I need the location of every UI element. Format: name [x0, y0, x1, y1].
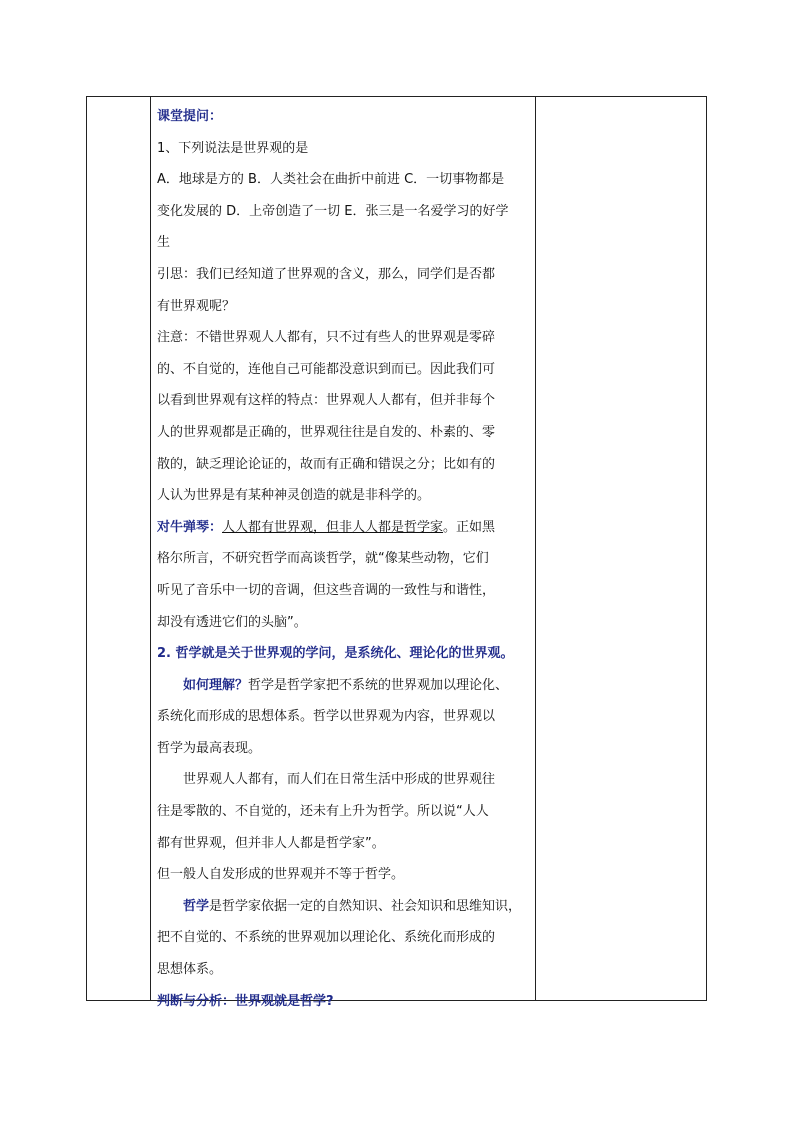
text-line: 系统化而形成的思想体系。哲学以世界观为内容，世界观以 — [157, 709, 496, 725]
heading-judge-analyze: 判断与分析：世界观就是哲学? — [157, 993, 334, 1009]
label-how-to-understand: 如何理解？ — [183, 677, 249, 693]
text-line: 散的，缺乏理论论证的，故而有正确和错误之分；比如有的 — [157, 456, 496, 472]
text-line: 但一般人自发形成的世界观并不等于哲学。 — [157, 867, 405, 883]
text-line: 却没有透进它们的头脑”。 — [157, 614, 307, 630]
text-line: 引思：我们已经知道了世界观的含义，那么，同学们是否都 — [157, 266, 496, 282]
lesson-table — [86, 96, 707, 1009]
text-line — [157, 891, 530, 923]
label-playing-lute: 对牛弹琴： — [157, 519, 223, 535]
text-line: 的、不自觉的，连他自己可能都没意识到而已。因此我们可 — [157, 361, 496, 377]
text-line: 1、下列说法是世界观的是 — [157, 140, 309, 156]
text-line: 都有世界观，但并非人人都是哲学家”。 — [157, 835, 385, 851]
text-run: 是哲学家依据一定的自然知识、社会知识和思维知识， — [209, 898, 522, 914]
text-line — [157, 512, 530, 544]
text-line: 世界观人人都有，而人们在日常生活中形成的世界观往 — [183, 772, 496, 788]
text-line: 哲学为最高表现。 — [157, 740, 262, 756]
label-philosophy: 哲学 — [183, 898, 210, 914]
text-run: 。正如黑 — [443, 519, 496, 535]
text-run: 哲学是哲学家把不系统的世界观加以理论化、 — [248, 677, 509, 693]
text-line: 把不自觉的、不系统的世界观加以理论化、系统化而形成的 — [157, 930, 496, 946]
text-line: 格尔所言，不研究哲学而高谈哲学，就“像某些动物，它们 — [157, 551, 489, 567]
text-line: 有世界观呢？ — [157, 298, 236, 314]
content-cell — [151, 97, 536, 1017]
text-line: 人的世界观都是正确的，世界观往往是自发的、朴素的、零 — [157, 424, 496, 440]
text-line — [157, 670, 530, 702]
heading-philosophy-definition: 2. 哲学就是关于世界观的学问，是系统化、理论化的世界观。 — [157, 646, 514, 662]
text-line: 思想体系。 — [157, 962, 223, 978]
text-line: A．地球是方的 B．人类社会在曲折中前进 C．一切事物都是 — [157, 172, 505, 188]
text-line: 变化发展的 D．上帝创造了一切 E．张三是一名爱学习的好学 — [157, 203, 509, 219]
text-line: 注意：不错世界观人人都有，只不过有些人的世界观是零碎 — [157, 330, 496, 346]
text-line: 生 — [157, 235, 171, 251]
underlined-text: 人人都有世界观，但非人人都是哲学家 — [222, 519, 444, 535]
text-line: 听见了音乐中一切的音调，但这些音调的一致性与和谐性， — [157, 582, 496, 598]
heading-class-questions: 课堂提问： — [157, 109, 223, 124]
text-line: 往是零散的、不自觉的，还未有上升为哲学。所以说“人人 — [157, 804, 489, 820]
text-line: 人认为世界是有某种神灵创造的就是非科学的。 — [157, 488, 431, 504]
text-line: 以看到世界观有这样的特点：世界观人人都有，但并非每个 — [157, 393, 496, 409]
